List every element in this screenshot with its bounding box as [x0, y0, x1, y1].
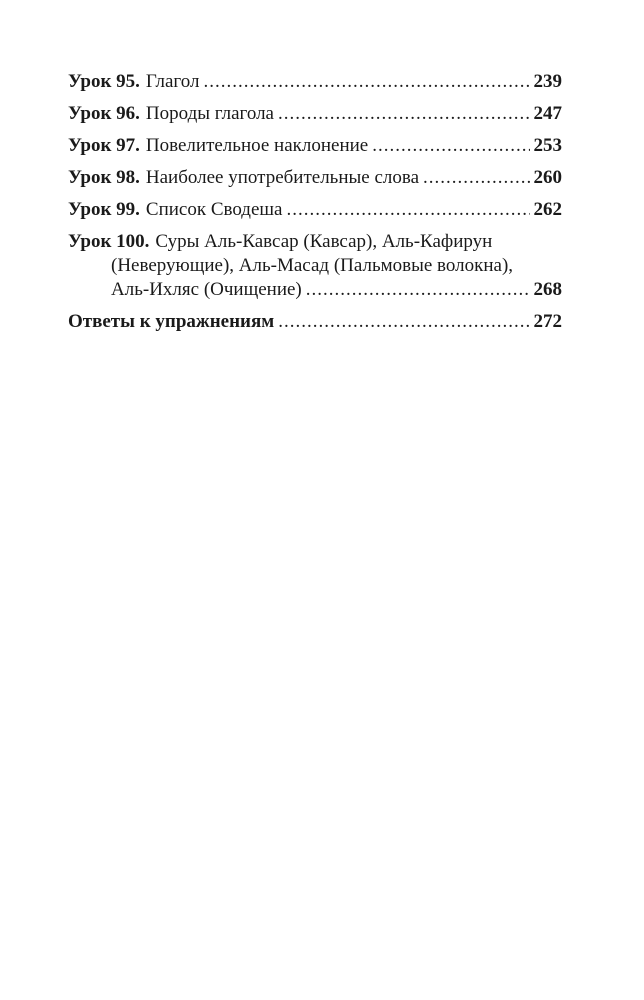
lesson-title-line-1: Суры Аль-Кавсар (Кавсар), Аль-Кафирун: [155, 231, 493, 252]
toc-entry-answers: [68, 310, 562, 334]
toc-entry-lesson-100: [68, 230, 562, 302]
toc-entry-lesson-96: [68, 102, 562, 126]
lesson-number: Урок 97.: [68, 135, 140, 156]
toc-entry-lesson-98: [68, 166, 562, 190]
page-number: 268: [533, 279, 562, 300]
dot-leader: [203, 70, 529, 94]
toc-entry-lesson-97: [68, 134, 562, 158]
lesson-title: Глагол: [145, 71, 200, 92]
table-of-contents: [68, 70, 562, 342]
dot-leader: [372, 134, 529, 158]
page-number: 260: [533, 167, 562, 188]
page-number: 247: [533, 103, 562, 124]
lesson-number: Урок 99.: [68, 199, 140, 220]
lesson-number: Урок 100.: [68, 231, 150, 252]
lesson-number: Урок 95.: [68, 71, 140, 92]
page-number: 262: [533, 199, 562, 220]
lesson-title: Наиболее употребительные слова: [145, 167, 420, 188]
dot-leader: [286, 198, 529, 222]
lesson-title-line-2: (Неверующие), Аль-Масад (Пальмовые волокна),: [111, 255, 514, 276]
toc-entry-lesson-95: [68, 70, 562, 94]
page-number: 253: [533, 135, 562, 156]
lesson-number: Урок 96.: [68, 103, 140, 124]
lesson-number: Урок 98.: [68, 167, 140, 188]
lesson-title: Список Сводеша: [145, 199, 283, 220]
dot-leader: [278, 102, 530, 126]
lesson-title: Породы глагола: [145, 103, 274, 124]
dot-leader: [278, 310, 529, 334]
dot-leader: [423, 166, 529, 190]
page-number: 239: [533, 71, 562, 92]
answers-title: Ответы к упражнениям: [68, 311, 275, 332]
lesson-title-line-3: Аль-Ихляс (Очищение): [111, 279, 302, 300]
lesson-title: Повелительное наклонение: [145, 135, 369, 156]
page-number: 272: [533, 311, 562, 332]
dot-leader: [306, 278, 530, 302]
toc-entry-lesson-99: [68, 198, 562, 222]
